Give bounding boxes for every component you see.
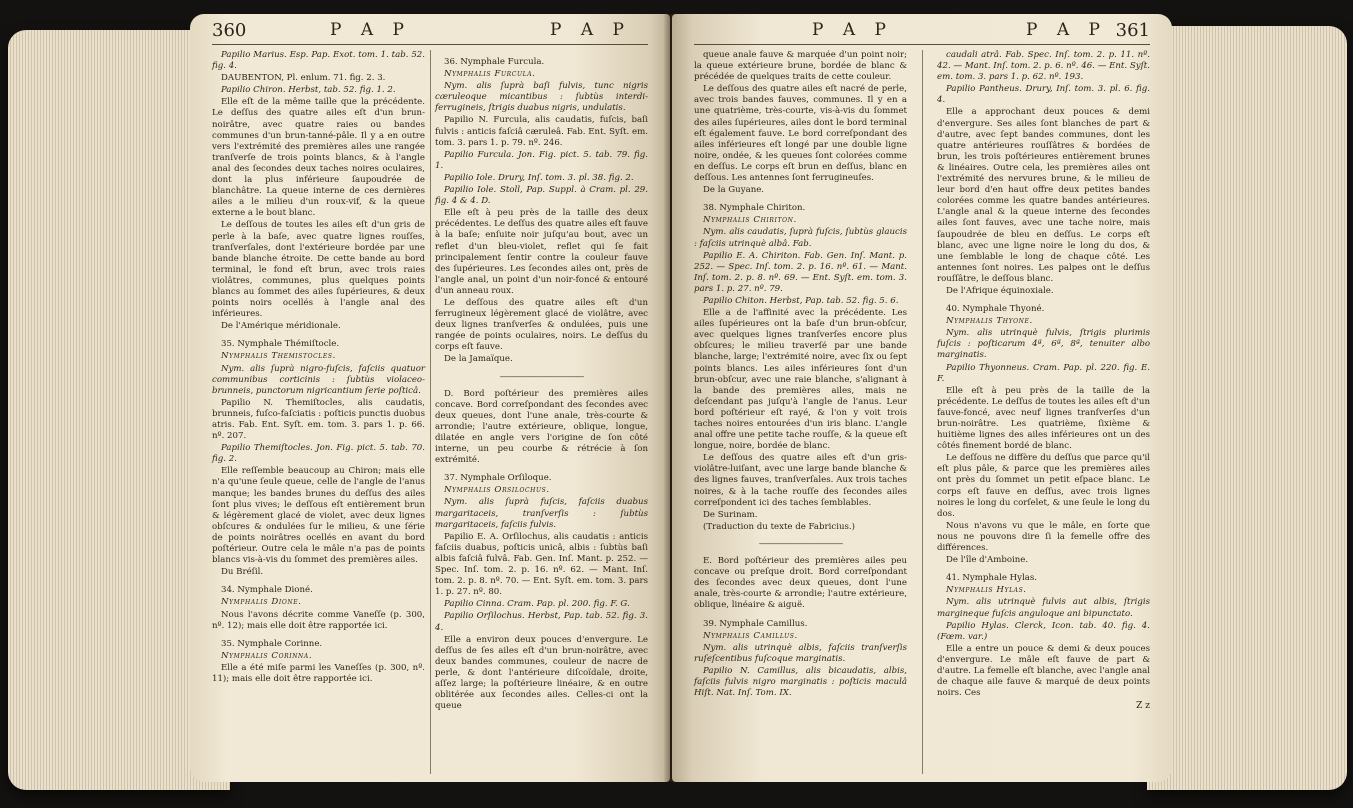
left-columns: [212, 50, 648, 774]
paragraph: De la Guyane.: [703, 185, 765, 196]
paragraph: De l'Afrique équinoxiale.: [946, 285, 1054, 296]
paragraph: Papilio Thyonneus. Cram. Pap. pl. 220. fig. E. F.: [937, 362, 1150, 384]
paragraph: Papilio Iole. Stoll, Pap. Suppl. à Cram. pl. 29. fig. 4 & 4. D.: [435, 185, 648, 207]
paragraph: Elle a environ deux pouces d'envergure. Le deſſus de ſes ailes eſt d'un brun-noirâtre, avec deux bandes communes, couleur de nacre de perle, & dont l'antérieure diſcoïdale, droite, aſſez large; la poſtérieure linéaire, & en outre oblitérée aux ſecondes ailes. Celles-ci ont la queue: [435, 634, 648, 712]
left-running-head: [212, 18, 648, 45]
paragraph: Nymphalis Dione.: [221, 597, 302, 608]
paragraph: Papilio Marius. Esp. Pap. Exot. tom. 1. tab. 52. fig. 4.: [212, 50, 425, 72]
paragraph: Nymphalis Thyone.: [946, 316, 1033, 327]
paragraph: Papilio Hylas. Clerck, Icon. tab. 40. fig. 4. (Fœm. var.): [937, 620, 1150, 642]
right-columns: [694, 50, 1150, 774]
paragraph: queue anale fauve & marquée d'un point noir; la queue extérieure brune, bordée de blanc & précédée de quelques traits de cette couleur.: [694, 50, 907, 83]
paragraph: Elle a de l'affinité avec la précédente. Les ailes ſupérieures ont la baſe d'un brun-obſcur, avec quelques lignes tranſverſes encore plus obſcures; le milieu traverſé par une bande blanche, large; l'extrémité noire, avec ſix ou ſept points blancs. Les ailes inférieures ſont d'un brun-obſcur, avec une raie blanche, s'alignant à la bande des premières ailes, mais ne deſcendant pas juſqu'à l'angle de l'anus. Leur bord poſtérieur eſt rayé, & l'on y voit trois taches noires entourées d'un iris blanc. L'angle anal offre une petite tache rouſſe, & la queue eſt longue, noire, bordée de blanc.: [694, 308, 907, 452]
right-page-number: 361: [1115, 20, 1150, 41]
entry-heading: 36. Nymphale Furcula.: [444, 57, 545, 67]
entry-heading: 38. Nymphale Chiriton.: [703, 203, 806, 214]
paragraph: Le deſſous des quatre ailes eſt d'un gris-violâtre-luiſant, avec une large bande blanche & des lignes fauves, tranſverſales. Aux trois taches noires, & à la tache rouſſe des ſecondes ailes correſpondent ici des taches ſemblables.: [694, 453, 907, 508]
paragraph: D. Bord poſtérieur des premières ailes concave. Bord correſpondant des ſecondes avec deux queues, dont l'une anale, très-courte & arrondie; l'autre extérieure, oblique, longue, dilatée en angle vers l'origine de ſon côté interne, un peu courbe & rétrécie à ſon extrémité.: [435, 388, 648, 466]
paragraph: Papilio E. A. Orſilochus, alis caudatis : anticis faſciis duabus, poſticis unicâ, albis : ſubtùs baſi albis faſciâ fulvâ. Fab. Gen. Inſ. Mant. p. 252. — Spec. Inſ. tom. 2. p. 16. nº. 62. — Mant. Inſ. tom. 2. p. 8. nº. 70. — Ent. Syſt. em. tom. 3. pars 1. p. 27. nº. 80.: [435, 531, 648, 598]
paragraph: De Surinam.: [703, 509, 758, 520]
paragraph: Du Bréſil.: [221, 567, 264, 578]
paragraph: Papilio Themiſtocles. Jon. Fig. pict. 5. tab. 70. fig. 2.: [212, 443, 425, 465]
right-running-head: [694, 18, 1150, 45]
paragraph: Nymphalis Orſilochus.: [444, 485, 550, 496]
paragraph: Le deſſous des quatre ailes eſt d'un ferrugineux légèrement glacé de violâtre, avec deux lignes tranſverſes & ondulées, puis une rangée de points oculaires, noirs. Le deſſus du corps eſt fauve.: [435, 297, 648, 353]
paragraph: De l'Amérique méridionale.: [221, 321, 341, 332]
paragraph: Elle eſt de la même taille que la précédente. Le deſſus des quatre ailes eſt d'un brun-noirâtre, avec quatre raies ou bandes communes d'un brun-tanné-pâle. Il y a en outre vers l'extrémité des premières ailes une rangée tranſverſe de trois points blancs, & à l'angle anal des ſecondes deux taches noires oculaires, dont la plus inférieure ſaupoudrée de blanchâtre. La queue interne de ces dernières ailes a le milieu d'un roux-vif, & la queue externe a le bout blanc.: [212, 97, 425, 219]
section-divider: ———————————: [499, 371, 584, 382]
paragraph: Elle a entre un pouce & demi & deux pouces d'envergure. Le mâle eſt fauve de part & d'autre. La femelle eſt blanche, avec l'angle anal de chaque aile fauve & marqué de deux points noirs. Ces: [937, 643, 1150, 699]
paragraph: De la Jamaïque.: [444, 354, 513, 365]
left-page-number: 360: [212, 20, 247, 41]
paragraph: Le deſſous de toutes les ailes eſt d'un gris de perle à la baſe, avec quatre lignes rouſſes, tranſverſales, dont l'extérieure bordée par une bande blanche étroite. De cette bande au bord terminal, le fond eſt brun, avec trois raies violâtres, communes, plus quelques points blancs au ſommet des ailes ſupérieures, & deux points noirs ocellés à l'angle anal des inférieures.: [212, 220, 425, 320]
left-page: [190, 14, 670, 782]
paragraph: Nym. alis caudatis, ſuprà fuſcis, ſubtùs glaucis : faſciis utrinquè albâ. Fab.: [694, 227, 907, 249]
paragraph: Nym. alis utrinquè fulvis aut albis, ſtrigis margineque fuſcis anguloque ani bipunctato.: [937, 597, 1150, 619]
entry-heading: 34. Nymphale Dioné.: [221, 585, 313, 596]
left-head-title-2: P A P: [550, 20, 631, 40]
paragraph: Nymphalis Chiriton.: [703, 215, 797, 226]
paragraph: Le deſſous ne diffère du deſſus que parce qu'il eſt plus pâle, & parce que les premières ailes ont près du ſommet un petit eſpace blanc. Le corps eſt fauve en deſſus, avec trois lignes noires le long du corſelet, & une ſeule le long du dos.: [937, 453, 1150, 519]
paragraph: Elle a été miſe parmi les Vaneſſes (p. 300, nº. 11); mais elle doit être rapportée ici.: [212, 662, 425, 684]
paragraph: Nymphalis Themiſtocles.: [221, 351, 336, 362]
paragraph: Papilio Orſilochus. Herbst, Pap. tab. 52. fig. 3. 4.: [435, 611, 648, 633]
paragraph: Elle reſſemble beaucoup au Chiron; mais elle n'a qu'une ſeule queue, celle de l'angle de l'anus manque; les bandes brunes du deſſus des ailes ſont plus vives; le deſſous eſt entièrement brun & légèrement glacé de violet, avec deux lignes obſcures & ondulées ſur le milieu, & une ſérie de points noirâtres ocellés en avant du bord poſtérieur. Outre cela le mâle n'a pas de points blancs vis-à-vis du ſommet des premières ailes.: [212, 466, 425, 566]
right-head-title-1: P A P: [812, 20, 893, 40]
paragraph: Nymphalis Furcula.: [444, 69, 536, 80]
paragraph: De l'île d'Amboine.: [946, 555, 1029, 566]
paragraph: Elle a approchant deux pouces & demi d'envergure. Ses ailes ſont blanches de part & d'autre, avec ſept bandes communes, dont les quatre antérieures rouſſâtres & bordées de brun, les trois poſtérieures entièrement brunes & linéaires. Outre cela, les premières ailes ont l'extrémité des nervures brune, & le milieu de leur bord d'en haut offre deux petites bandes colorées comme les quatre bandes antérieures. L'angle anal & la queue interne des ſecondes ailes ſont fauves, avec une tache noire, mais ſaupoudrée de bleu en deſſus. Le corps eſt blanc, avec une ligne noire le long du dos, & une ſemblable le long de chaque côté. Les antennes ſont noires. Les palpes ont le deſſus rouſſâtre, le deſſous blanc.: [937, 107, 1150, 284]
paragraph: Nym. alis utrinquè albis, faſciis tranſverſis ruſeſcentibus fuſcoque marginatis.: [694, 642, 907, 664]
paragraph: Papilio Furcula. Jon. Fig. pict. 5. tab. 79. fig. 1.: [435, 149, 648, 171]
left-column-2: [435, 50, 648, 713]
left-column-1: [212, 50, 425, 686]
right-page: [672, 14, 1172, 782]
right-column-1: [694, 50, 907, 700]
paragraph: Nymphalis Camillus.: [703, 630, 798, 641]
paragraph: (Traduction du texte de Fabricius.): [703, 521, 856, 532]
paragraph: Papilio Chiron. Herbst, tab. 52. fig. 1. 2.: [221, 85, 396, 96]
entry-heading: 39. Nymphale Camillus.: [703, 618, 808, 629]
page-edges-right: [1147, 26, 1347, 790]
right-head-title-2: P A P: [1026, 20, 1107, 40]
paragraph: Papilio N. Themiſtocles, alis caudatis, brunneis, fuſco-faſciatis : poſticis punctis duobus atris. Fab. Ent. Syſt. em. tom. 3. pars 1. p. 66. nº. 207.: [212, 397, 425, 442]
paragraph: Nymphalis Hylas.: [946, 585, 1027, 596]
paragraph: Papilio N. Furcula, alis caudatis, fuſcis, baſi fulvis : anticis faſciâ cæruleâ. Fab. Ent. Syſt. em. tom. 3. pars 1. p. 79. nº. 246.: [435, 115, 648, 148]
paragraph: Nym. alis ſuprà fuſcis, faſciis duabus margaritaceis, tranſverſis : ſubtùs margaritaceis, faſciis fulvis.: [435, 497, 648, 530]
entry-heading: 35. Nymphale Corinne.: [221, 638, 323, 649]
section-divider: ———————————: [758, 538, 843, 549]
paragraph: Papilio Cinna. Cram. Pap. pl. 200. fig. F. G.: [444, 599, 630, 610]
paragraph: Elle eſt à peu près de la taille de la précédente. Le deſſus de toutes les ailes eſt d'un fauve-foncé, avec neuf lignes tranſverſes d'un brun-noirâtre. Les quatrième, ſixième & huitième lignes des ailes inférieures ont un des côtés finement bordé de blanc.: [937, 385, 1150, 452]
entry-heading: 37. Nymphale Orſiloque.: [444, 473, 552, 484]
entry-heading: 41. Nymphale Hylas.: [946, 573, 1038, 584]
paragraph: Papilio N. Camillus, alis bicaudatis, albis, faſciis fulvis nigro marginatis : poſticis maculâ Hiſt. Nat. Inſ. Tom. IX.: [694, 665, 907, 699]
paragraph: Papilio Chiton. Herbst, Pap. tab. 52. fig. 5. 6.: [703, 295, 899, 306]
column-rule: [922, 50, 923, 774]
paragraph: Nym. alis ſuprà nigro-fuſcis, faſciis quatuor communibus corticinis : ſubtùs violaceo-brunneis, punctorum nigricantium ſerie poſticâ.: [212, 363, 425, 396]
paragraph: Nous n'avons vu que le mâle, en ſorte que nous ne pouvons dire ſi la femelle offre des différences.: [937, 520, 1150, 554]
paragraph: Papilio Pantheus. Drury, Inſ. tom. 3. pl. 6. fig. 4.: [937, 84, 1150, 106]
paragraph: Nymphalis Corinna.: [221, 650, 313, 661]
paragraph: caudali atrâ. Fab. Spec. Inſ. tom. 2. p. 11. nº. 42. — Mant. Inſ. tom. 2. p. 6. nº. 46. — Ent. Syſt. em. tom. 3. pars 1. p. 62. nº. 193.: [937, 50, 1150, 83]
entry-heading: 40. Nymphale Thyoné.: [946, 304, 1045, 315]
paragraph: Nym. alis utrinquè fulvis, ſtrigis plurimis fuſcis : poſticarum 4ª, 6ª, 8ª, tenuiter albo marginatis.: [937, 328, 1150, 361]
paragraph: Papilio Iole. Drury, Inſ. tom. 3. pl. 38. fig. 2.: [444, 172, 634, 183]
right-column-2: [937, 50, 1150, 712]
paragraph: Nym. alis ſuprà baſi fulvis, tunc nigris cæruleoque micantibus : ſubtùs interdi-ferrugineis, ſtrigis duabus nigris, undulatis.: [435, 81, 648, 114]
paragraph: E. Bord poſtérieur des premières ailes peu concave ou preſque droit. Bord correſpondant des ſecondes avec deux queues, dont l'une anale, très-courte & arrondie; l'autre extérieure, oblique, linéaire & aiguë.: [694, 556, 907, 611]
paragraph: Nous l'avons décrite comme Vaneſſe (p. 300, nº. 12); mais elle doit être rapportée ici.: [212, 609, 425, 631]
left-head-title-1: P A P: [330, 20, 411, 40]
signature-mark: Z z: [1136, 701, 1150, 712]
paragraph: Le deſſous des quatre ailes eſt nacré de perle, avec trois bandes fauves, communes. Il y en a une quatrième, très-courte, vis-à-vis du ſommet des ailes ſupérieures, ailes dont le bord terminal eſt également fauve. Le bord correſpondant des ailes inférieures eſt longé par une double ligne noire, ondée, & les queues ſont colorées comme en deſſus. Le corps eſt brun en deſſus, blanc en deſſous. Les antennes ſont ferrugineuſes.: [694, 84, 907, 184]
paragraph: DAUBENTON, Pl. enlum. 71. fig. 2. 3.: [221, 73, 386, 84]
column-rule: [430, 50, 431, 774]
entry-heading: 35. Nymphale Thémiſtocle.: [221, 339, 340, 350]
paragraph: Elle eſt à peu près de la taille des deux précédentes. Le deſſus des quatre ailes eſt fauve à la baſe; enſuite noir juſqu'au bout, avec un reflet d'un bleu-violet, reflet qui ſe fait principalement ſentir contre la couleur fauve des ſupérieures. Les ſecondes ailes ont, près de l'angle anal, un point d'un noir-foncé & entouré d'un anneau roux.: [435, 208, 648, 296]
paragraph: Papilio E. A. Chiriton. Fab. Gen. Inſ. Mant. p. 252. — Spec. Inſ. tom. 2. p. 16. nº. 61. — Mant. Inſ. tom. 2. p. 8. nº. 69. — Ent. Syſt. em. tom. 3. pars 1. p. 27. nº. 79.: [694, 250, 907, 294]
